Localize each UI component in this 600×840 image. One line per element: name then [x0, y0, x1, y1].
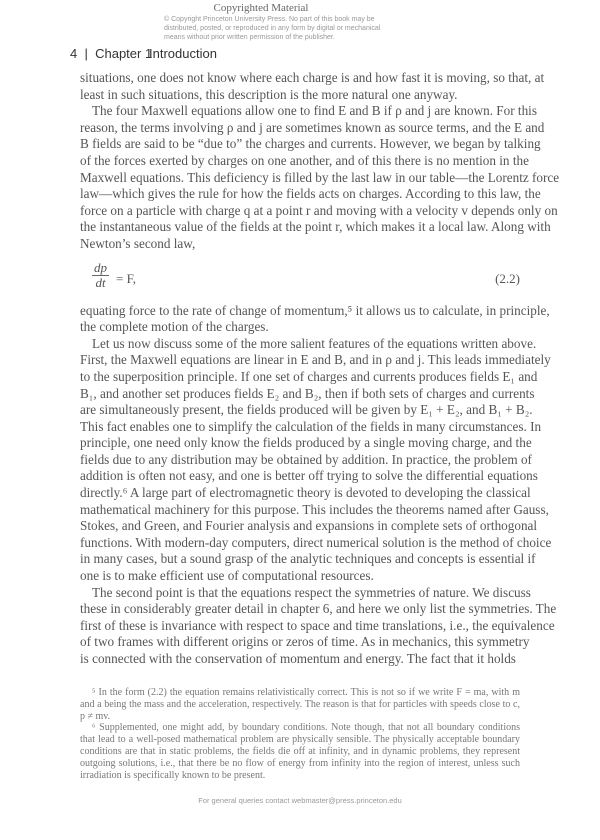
text-line: in many cases, but a sound grasp of the analytic techniques and concepts is essential if: [80, 551, 536, 567]
text-line: the complete motion of the charges.: [80, 319, 269, 335]
paragraph: [80, 302, 550, 336]
text-line: First, the Maxwell equations are linear in E and B, and in ρ and j. This leads immediately: [80, 352, 551, 368]
running-header: [70, 46, 217, 61]
text-line: the instantaneous value of the fields at the point r, which makes it a local law. Along with: [80, 219, 551, 235]
page-number: 4: [70, 46, 78, 61]
footnote: [80, 722, 520, 781]
paragraph: [80, 70, 545, 103]
equation-rhs: = F,: [116, 270, 137, 286]
copyright-line: means without prior written permission of the publisher.: [164, 34, 335, 41]
text-line: is connected with the conservation of momentum and energy. The fact that it holds: [80, 651, 516, 666]
equation-2-2: [80, 253, 520, 303]
paragraphs-after-equation: [80, 302, 557, 668]
text-line: situations, one does not know where each charge is and how fast it is moving, so that, at: [80, 70, 545, 85]
header-separator: |: [80, 46, 92, 61]
footer-contact: For general queries contact webmaster@press.princeton.edu: [198, 796, 402, 805]
text-line: outgoing solutions, i.e., that there be no flow of energy from infinity into the region of interest, unless such: [80, 757, 520, 769]
text-line: Let us now discuss some of the more salient features of the equations written above.: [92, 335, 537, 351]
text-line: irradiation is specifically known to be present.: [80, 769, 266, 781]
text-line: fields due to any distribution may be obtained by addition. In practice, the problem of: [80, 451, 532, 467]
text-line: conditions are that in static problems, the fields die off at infinity, and in dynamic problems, they represent: [80, 745, 520, 757]
text-line: B₁, and another set produces fields E₂ and B₂, then if both sets of charges and currents: [80, 385, 535, 401]
footnotes: [80, 687, 520, 781]
copyright-line: © Copyright Princeton University Press. No part of this book may be: [164, 16, 375, 23]
copyright-notice: [164, 15, 380, 42]
text-line: The four Maxwell equations allow one to find E and B if ρ and j are known. For this: [92, 103, 537, 119]
text-line: force on a particle with charge q at a point r and moving with a velocity v depends only on: [80, 202, 558, 218]
text-line: ⁶ Supplemented, one might add, by boundary conditions. Note though, that not all boundary conditions: [92, 722, 520, 734]
text-line: one is to make efficient use of computational resources.: [80, 568, 374, 584]
paragraph: [80, 584, 557, 668]
text-line: directly.⁶ A large part of electromagnetic theory is devoted to developing the classical: [80, 485, 531, 501]
text-line: are simultaneously present, the fields produced will be given by E₁ + E₂, and B₁ + B₂.: [80, 402, 533, 418]
text-line: Stokes, and Green, and Fourier analysis and expansions in complete sets of orthogonal: [80, 518, 538, 534]
text-line: Maxwell equations. This deficiency is filled by the last law in our table—the Lorentz force: [80, 169, 560, 185]
text-line: principle, one need only know the fields produced by a single moving charge, and the: [80, 435, 532, 451]
text-line: and a being the mass and the acceleration, respectively. The reason is that for particles with speeds close to c,: [80, 698, 520, 710]
paragraph: [80, 335, 552, 585]
text-line: functions. With modern-day computers, direct numerical solution is the method of choice: [80, 534, 552, 550]
text-line: of two frames with different origins or zeros of time. As in mechanics, this symmetry: [80, 634, 530, 650]
text-line: these in considerably greater detail in chapter 6, and here we only list the symmetries. The: [80, 601, 557, 617]
paragraph: [80, 103, 560, 252]
copyright-title: Copyrighted Material: [213, 2, 309, 14]
text-line: mathematical machinery for this purpose. This includes the theorems named after Gauss,: [80, 501, 549, 517]
equation-number: (2.2): [495, 270, 520, 286]
paragraphs-before-equation: [80, 70, 560, 253]
text-line: B fields are said to be “due to” the charges and currents. However, we began by talking: [80, 136, 541, 152]
text-line: The second point is that the equations respect the symmetries of nature. We discuss: [92, 584, 531, 600]
text-line: of the forces exerted by charges on one another, and of this there is no mention in the: [80, 152, 529, 168]
text-line: to the superposition principle. If one set of charges and currents produces fields E₁ and: [80, 368, 538, 384]
text-line: p ≠ mv.: [80, 710, 111, 722]
text-line: This fact enables one to simplify the calculation of the fields in many circumstances. In: [80, 418, 542, 434]
text-line: addition is often not easy, and one is better off trying to solve the differential equations: [80, 468, 538, 484]
text-line: ⁵ In the form (2.2) the equation remains relativistically correct. This is not so if we write F = ma, with m: [92, 687, 520, 698]
text-line: equating force to the rate of change of momentum,⁵ it allows us to calculate, in principle,: [80, 302, 550, 318]
denominator: dt: [95, 274, 106, 290]
copyright-line: distributed, posted, or reproduced in any form by digital or mechanical: [164, 25, 381, 32]
text-line: first of these is invariance with respect to space and time translations, i.e., the equivalence: [80, 617, 555, 633]
text-line: law—which gives the rule for how the fields acts on charges. According to this law, the: [80, 186, 541, 202]
footnote: [80, 687, 520, 722]
section-title: Introduction: [149, 46, 217, 61]
body-text: [80, 70, 560, 668]
text-line: Newton’s second law,: [80, 235, 196, 251]
fraction: [92, 261, 109, 290]
chapter-label: Chapter 1: [95, 46, 153, 61]
text-line: that lead to a well-posed mathematical problem are physically sensible. The physically acceptable boundary: [80, 734, 520, 746]
text-line: least in such situations, this description is the more natural one anyway.: [80, 86, 458, 102]
text-line: reason, the terms involving ρ and j are sometimes known as source terms, and the E and: [80, 119, 545, 135]
numerator: dp: [94, 259, 107, 275]
